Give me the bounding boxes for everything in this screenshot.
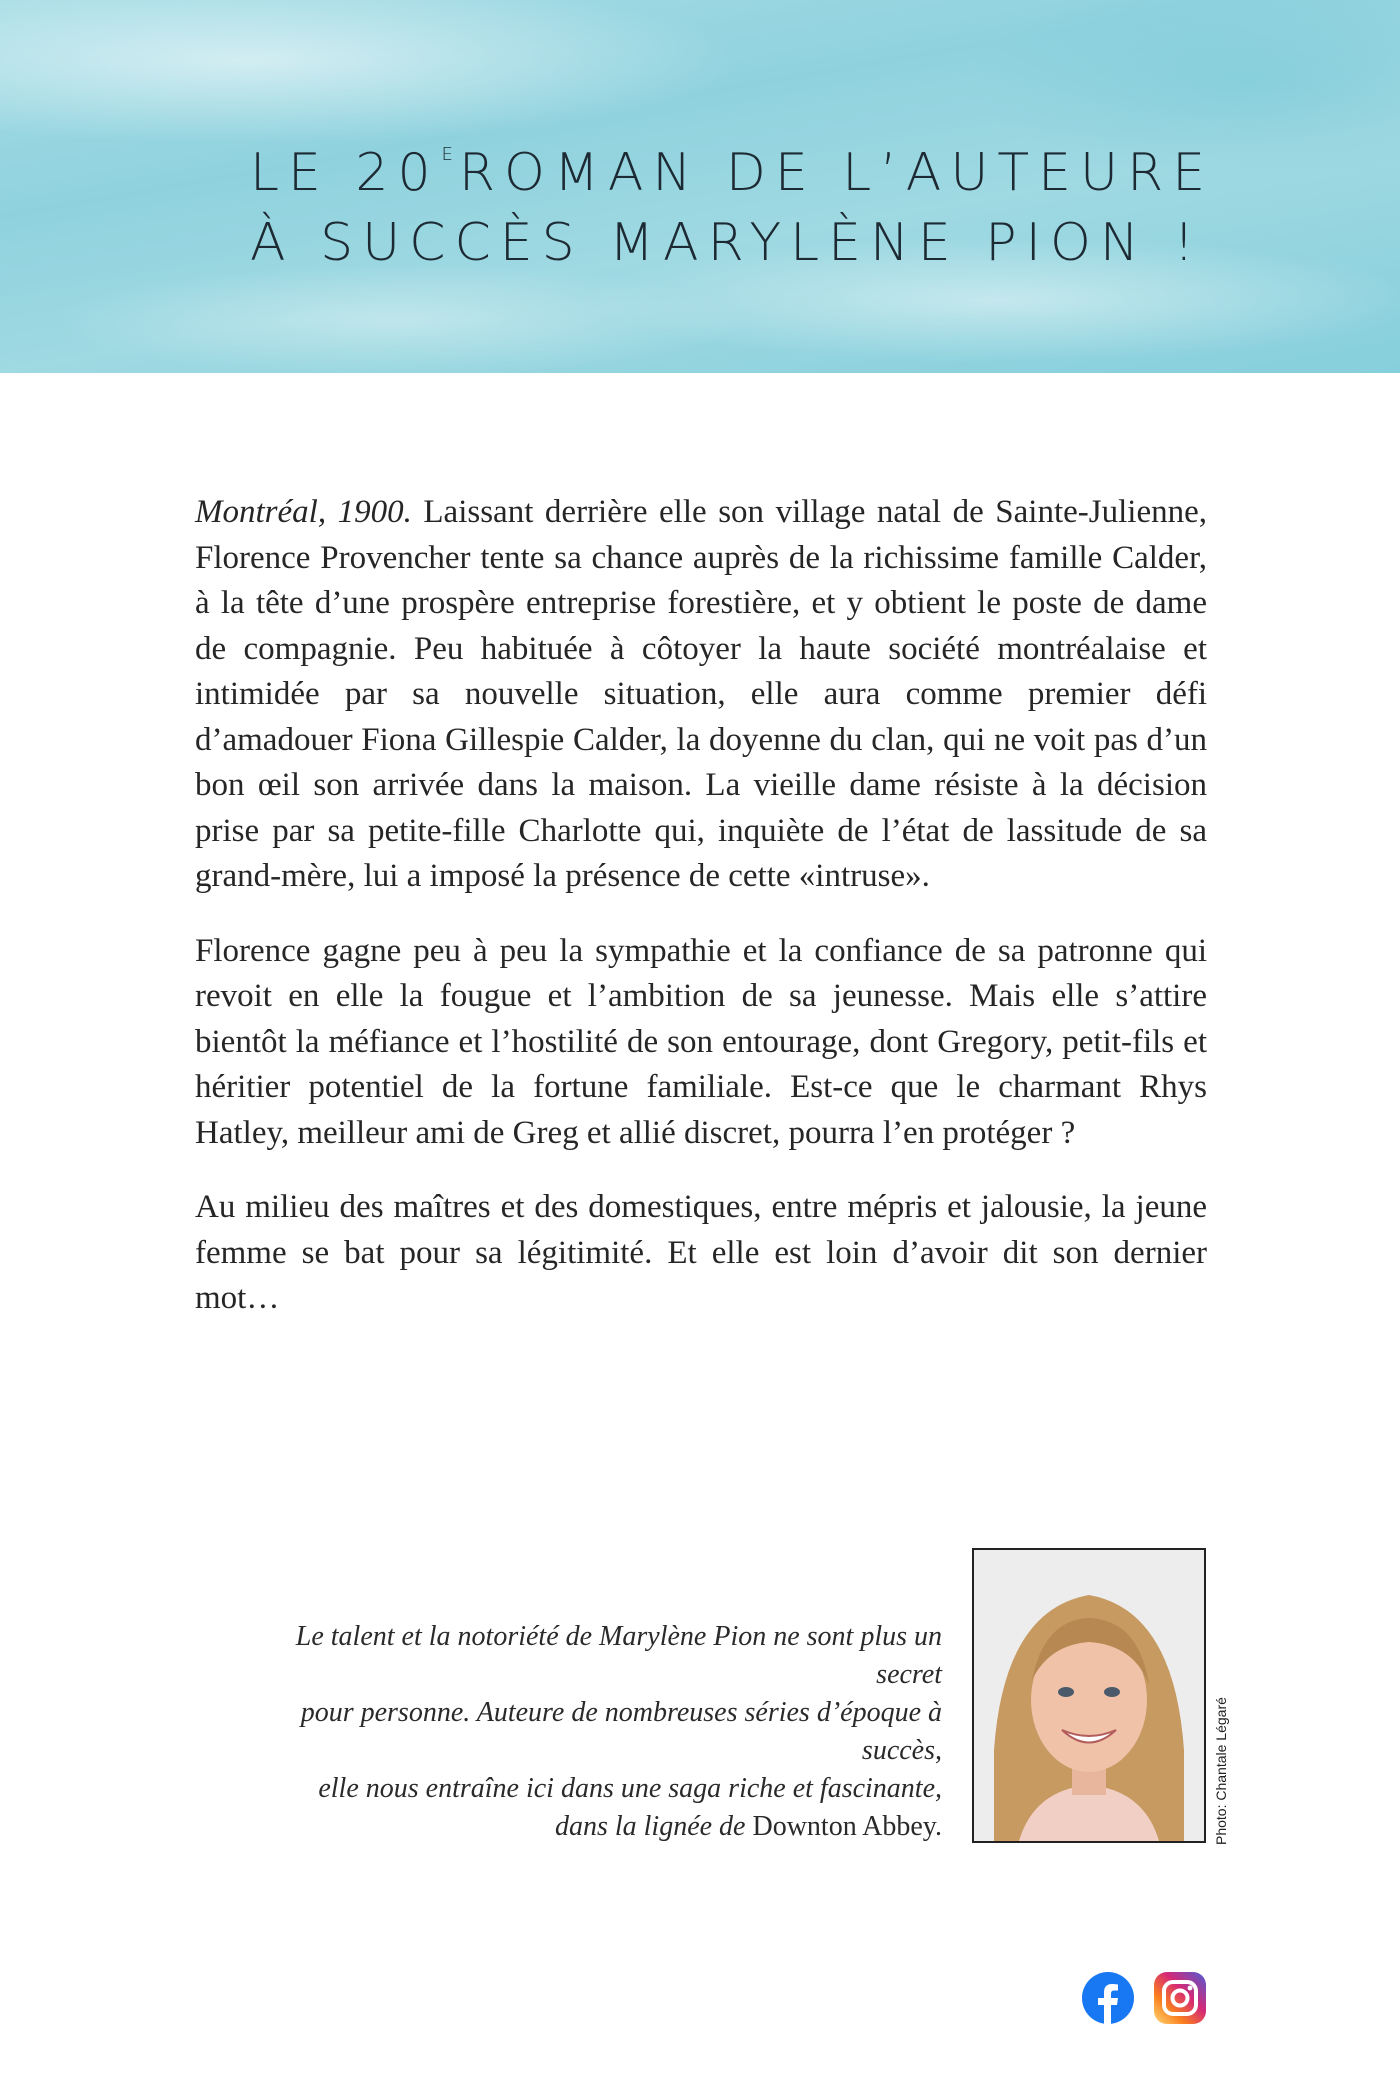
banner-title-line-2: À SUCCÈS MARYLÈNE PION ! — [250, 213, 1204, 273]
photo-credit: Photo: Chantale Légaré — [1213, 1697, 1229, 1845]
author-bio — [240, 1618, 942, 1846]
author-bio-line-4-italic: dans la lignée de — [554, 1811, 746, 1842]
author-bio-line-2: pour personne. Auteure de nombreuses séries d’époque à succès, — [300, 1697, 942, 1766]
author-bio-line-1: Le talent et la notoriété de Marylène Pion ne sont plus un secret — [295, 1621, 942, 1690]
banner-title — [250, 120, 1250, 278]
author-photo — [972, 1548, 1206, 1843]
synopsis-paragraph-1-text: Laissant derrière elle son village natal de Sainte-Julienne, Florence Provencher tente sa chance auprès de la richissime famille Calder, à la tête d’une prospère entreprise forestière, et y obtient le poste de dame de compagnie. Peu habituée à côtoyer la haute société montréalaise et intimidée par sa nouvelle situation, elle aura comme premier défi d’amadouer Fiona Gillespie Calder, la doyenne du clan, qui ne voit pas d’un bon œil son arrivée dans la maison. La vieille dame résiste à la décision prise par sa petite-fille Charlotte qui, inquiète de l’état de lassitude de sa grand-mère, lui a imposé la présence de cette «intruse». — [195, 494, 1207, 894]
author-portrait-icon — [974, 1550, 1204, 1841]
banner-title-line-1 — [250, 120, 1250, 208]
facebook-icon — [1082, 1972, 1134, 2024]
author-bio-line-3: elle nous entraîne ici dans une saga riche et fascinante, — [318, 1773, 942, 1804]
banner-line1-post: ROMAN DE L’AUTEURE — [458, 143, 1215, 203]
header-banner — [0, 0, 1400, 373]
synopsis-paragraph-1 — [195, 490, 1207, 900]
synopsis-paragraph-2: Florence gagne peu à peu la sympathie et la confiance de sa patronne qui revoit en elle la fougue et l’ambition de sa jeunesse. Mais elle s’attire bientôt la méfiance et l’hostilité de son entourage, dont Gregory, petit-fils et héritier potentiel de la fortune familiale. Est-ce que le charmant Rhys Hatley, meilleur ami de Greg et allié discret, pourra l’en protéger ? — [195, 932, 1207, 1151]
synopsis-paragraph-3: Au milieu des maîtres et des domestiques, entre mépris et jalousie, la jeune femme se bat pour sa légitimité. Et elle est loin d’avoir dit son dernier mot… — [195, 1189, 1207, 1316]
instagram-link[interactable] — [1154, 1972, 1206, 2024]
instagram-icon — [1154, 1972, 1206, 2024]
synopsis-place-date: Montréal, 1900. — [195, 494, 412, 530]
synopsis — [195, 490, 1207, 1351]
banner-superscript: E — [441, 144, 453, 165]
author-bio-series-title: Downton Abbey. — [745, 1811, 942, 1842]
banner-line1-pre: LE 20 — [250, 143, 440, 203]
facebook-link[interactable] — [1082, 1972, 1134, 2024]
